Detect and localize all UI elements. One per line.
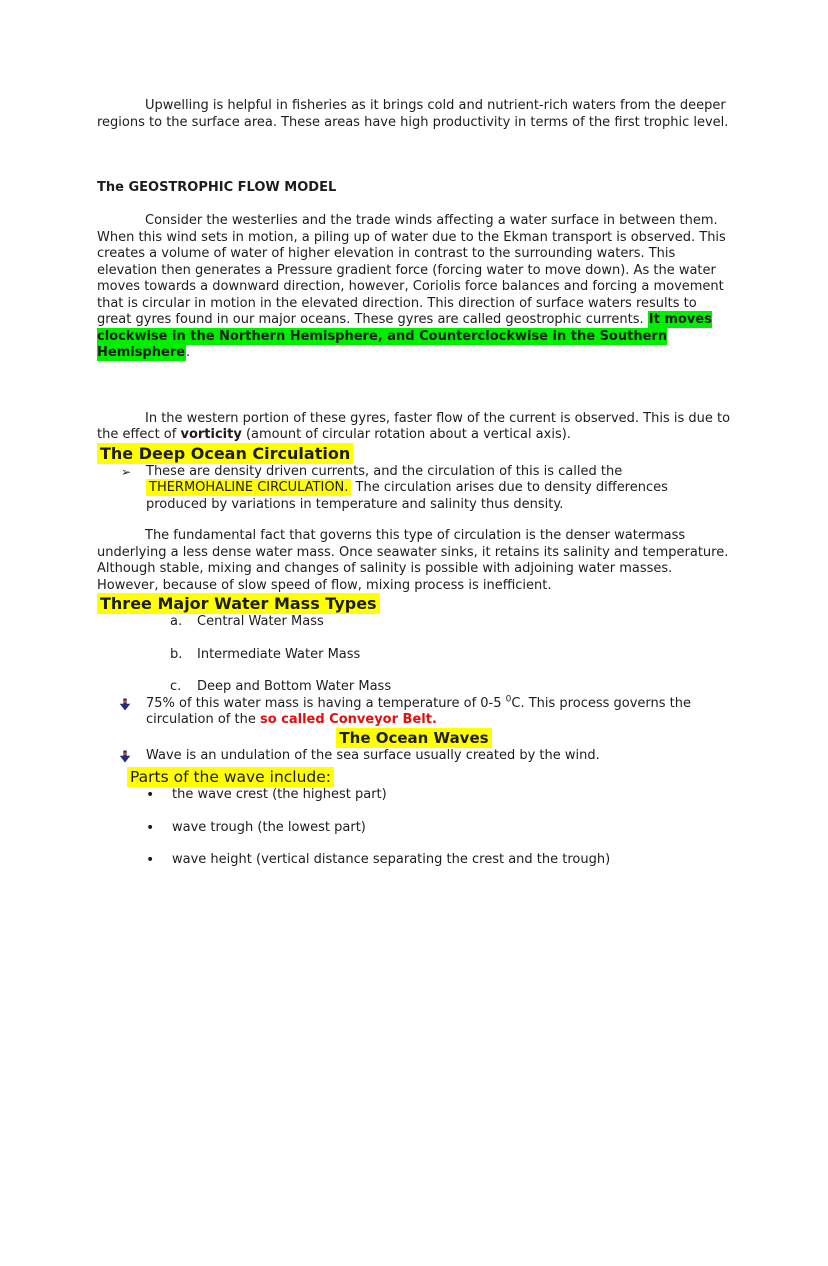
paragraph-vorticity-lead: In the western portion of these gyres, faster flow of the current is observed. This is due to the effect of: [97, 410, 731, 442]
list-item-label: the wave crest (the highest part): [172, 787, 387, 802]
paragraph-geostrophic-text: Consider the westerlies and the trade winds affecting a water surface in between them. When this wind sets in motion, a piling up of water due to the Ekman transport is observed. This creates a volume of water of higher elevation in contrast to the surrounding waters. This elevation then generates a Pressure gradient force (forcing water to move down). As the water moves towards a downward direction, however, Coriolis force balances and forcing a movement that is circular in motion in the elevated direction. This direction of surface waters results to great gyres found in our major oceans. These gyres are called geostrophic currents.: [97, 213, 726, 327]
list-item-conveyor-text: [146, 696, 731, 729]
heading-parts-highlight: Parts of the wave include:: [127, 767, 334, 787]
list-item-label: Intermediate Water Mass: [197, 646, 361, 662]
thermohaline-tail: The circulation arises due to density differences produced by variations in temperature and salinity thus density.: [146, 480, 668, 512]
conveyor-belt-red-text: so called Conveyor Belt.: [259, 712, 437, 727]
paragraph-upwelling: [97, 98, 731, 131]
list-marker-b: b.: [170, 646, 183, 662]
heading-water-mass-highlight: Three Major Water Mass Types: [97, 593, 380, 614]
conveyor-mid: C. This process governs the circulation of the: [146, 695, 692, 727]
vorticity-bold-term: vorticity: [180, 427, 242, 442]
heading-geostrophic-flow-model: The GEOSTROPHIC FLOW MODEL: [97, 180, 337, 195]
conveyor-lead: 75% of this water mass is having a temperature of 0-5: [146, 695, 506, 711]
list-item-wave-definition: [97, 748, 731, 769]
list-item-label: wave trough (the lowest part): [172, 819, 366, 835]
thermohaline-highlight: THERMOHALINE CIRCULATION.: [146, 479, 351, 496]
thermohaline-lead: These are density driven currents, and the circulation of this is called the: [146, 463, 623, 479]
list-item-conveyor-belt: [97, 696, 731, 729]
heading-ocean-waves: [97, 729, 731, 748]
heading-deep-ocean-circulation: [97, 444, 731, 464]
list-item-wave-trough: [97, 820, 731, 837]
list-marker-c: c.: [170, 679, 182, 694]
wave-parts-list: [97, 787, 731, 869]
list-marker-a: a.: [170, 614, 183, 629]
heading-ocean-waves-highlight: The Ocean Waves: [336, 728, 491, 748]
paragraph-vorticity-tail: (amount of circular rotation about a vertical axis).: [241, 427, 571, 442]
heading-parts-of-wave: [127, 768, 731, 787]
degree-superscript: 0: [505, 694, 512, 705]
list-item-central-water-mass: [97, 614, 731, 631]
wave-definition-text: Wave is an undulation of the sea surface usually created by the wind.: [146, 747, 600, 763]
green-highlight-hemisphere: It moves clockwise in the Northern Hemisphere, and Counterclockwise in the Southern Hemisphere: [97, 312, 712, 360]
paragraph-fundamental-text: The fundamental fact that governs this type of circulation is the denser watermass underlying a less dense water mass. Once seawater sinks, it retains its salinity and temperature. Although stable, mixing and changes of salinity is possible with adjoining water masses. However, because of slow speed of flow, mixing process is inefficient.: [97, 528, 729, 593]
list-item-wave-crest: [97, 787, 731, 804]
paragraph-vorticity: [97, 411, 731, 444]
list-item-label: wave height (vertical distance separating the crest and the trough): [172, 852, 611, 867]
paragraph-geostrophic: [97, 213, 731, 362]
paragraph-upwelling-text: Upwelling is helpful in fisheries as it brings cold and nutrient-rich waters from the deeper regions to the surface area. These areas have high productivity in terms of the first trophic level.: [97, 98, 729, 130]
dot-bullet-icon: •: [146, 787, 155, 803]
list-item-thermohaline: [97, 464, 731, 514]
heading-water-mass-types: [97, 594, 731, 614]
paragraph-geostrophic-period: .: [186, 345, 191, 360]
list-item-wave-height: [97, 852, 731, 869]
down-arrow-bullet-icon: [119, 696, 146, 717]
water-mass-list: [97, 614, 731, 696]
arrowhead-bullet-icon: ➢: [121, 464, 132, 479]
list-item-deep-bottom-water-mass: [97, 679, 731, 696]
list-item-label: Deep and Bottom Water Mass: [197, 679, 392, 694]
heading-deep-ocean-highlight: The Deep Ocean Circulation: [97, 443, 353, 464]
list-item-intermediate-water-mass: [97, 647, 731, 664]
list-item-label: Central Water Mass: [197, 614, 324, 629]
dot-bullet-icon: •: [146, 819, 155, 836]
list-item-thermohaline-text: [146, 464, 731, 514]
down-arrow-bullet-icon: [119, 748, 146, 769]
paragraph-fundamental: [97, 528, 731, 594]
dot-bullet-icon: •: [146, 852, 155, 868]
